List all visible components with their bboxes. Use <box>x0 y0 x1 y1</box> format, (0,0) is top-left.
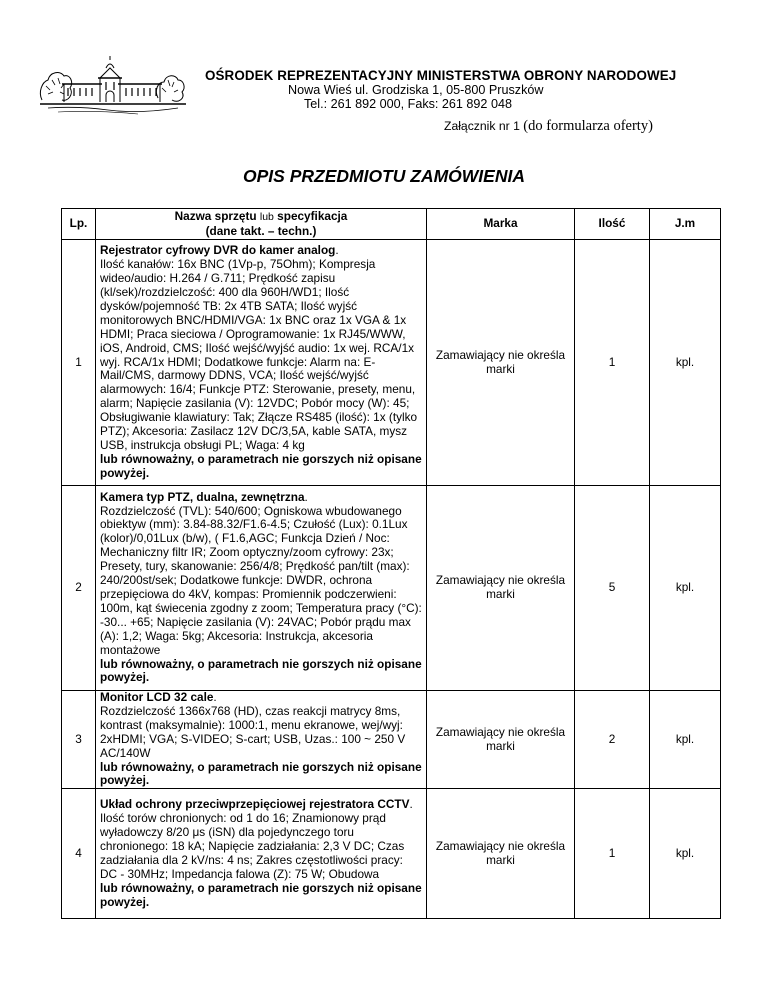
document-title: OPIS PRZEDMIOTU ZAMÓWIENIA <box>243 166 525 186</box>
row-lp: 1 <box>62 240 96 486</box>
row-quantity: 1 <box>575 789 650 919</box>
table-row <box>62 789 721 919</box>
annex-reference: (do formularza oferty) <box>523 118 653 134</box>
row-unit: kpl. <box>650 789 721 919</box>
row-unit: kpl. <box>650 691 721 789</box>
organization-address: Nowa Wieś ul. Grodziska 1, 05-800 Pruszków <box>288 83 544 97</box>
row-brand: Zamawiający nie określa marki <box>427 789 575 919</box>
row-quantity: 1 <box>575 240 650 486</box>
row-brand: Zamawiający nie określa marki <box>427 240 575 486</box>
table-row <box>62 486 721 691</box>
header-brand: Marka <box>427 209 575 240</box>
row-quantity: 5 <box>575 486 650 691</box>
header-unit: J.m <box>650 209 721 240</box>
row-unit: kpl. <box>650 486 721 691</box>
row-unit: kpl. <box>650 240 721 486</box>
row-description: Rejestrator cyfrowy DVR do kamer analog. Ilość kanałów: 16x BNC (1Vp-p, 75Ohm); Kompresja wideo/audio: H.264 / G.711; Prędkość zapisu (kl/sek)/rozdzielczość: 400 dla 960H/WD1; Ilość dysków/pojemność TB: 2x 4TB SATA; Ilość wyjść monitorowych BNC/HDMI/VGA: 1x BNC oraz 1x VGA & 1x HDMI; Praca sieciowa / Oprogramowanie: 1x RJ45/WWW, iOS, Android, CMS; Ilość wejść/wyjść audio: 1x wej. RCA/1x wyj. RCA/1x HDMI; Dodatkowe funkcje: Alarm na: E-Mail/CMS, darmowy DDNS, VCA; Ilość wejść/wyjść alarmowych: 16/4; Funkcje PTZ: Sterowanie, presety, menu, alarm; Napięcie zasilania (V): 12VDC; Pobór mocy (W): 45; Obsługiwanie klawiatury: Tak; Złącze RS485 (ilość): 1x (tylko PTZ); Akcesoria: Zasilacz 12V DC/3,5A, kable SATA, mysz USB, instrukcja obsługi PL; Waga: 4 kg lub równoważny, o parametrach nie gorszych niż opisane powyżej. <box>96 240 427 486</box>
table-row <box>62 691 721 789</box>
row-description: Kamera typ PTZ, dualna, zewnętrzna. Rozdzielczość (TVL): 540/600; Ogniskowa wbudowanego obiektyw (mm): 3.84-88.32/F1.6-4.5; Czułość (Lux): 0.1Lux (kolor)/0,01Lux (b/w), ( F1.6,AGC; Funkcja Dzień / Noc: Mechaniczny filtr IR; Zoom optyczny/zoom cyfrowy: 23x; Presety, tury, skanowanie: 256/4/8; Prędkość pan/tilt (max): 240/200st/sek; Dodatkowe funkcje: DWDR, ochrona przepięciowa do 4kV, kompas: Promiennik podczerwieni: 100m, kąt świecenia zgodny z zoom; Temperatura pracy (°C): -30... +65; Napięcie zasilania (V): 24VAC; Pobór prądu max (A): 1,2; Waga: 5kg; Akcesoria: Instrukcja, akcesoria montażowe lub równoważny, o parametrach nie gorszych niż opisane powyżej. <box>96 486 427 691</box>
row-lp: 3 <box>62 691 96 789</box>
annex-number: Załącznik nr 1 <box>444 119 520 133</box>
table-header-row <box>62 209 721 240</box>
organization-name: OŚRODEK REPREZENTACYJNY MINISTERSTWA OBRONY NARODOWEJ <box>205 68 677 83</box>
row-lp: 4 <box>62 789 96 919</box>
header-quantity: Ilość <box>575 209 650 240</box>
header-lp: Lp. <box>62 209 96 240</box>
specification-table <box>61 208 721 919</box>
table-row <box>62 240 721 486</box>
row-brand: Zamawiający nie określa marki <box>427 486 575 691</box>
annex-note <box>444 118 653 135</box>
row-lp: 2 <box>62 486 96 691</box>
building-logo <box>38 52 188 122</box>
row-description: Monitor LCD 32 cale. Rozdzielczość 1366x768 (HD), czas reakcji matrycy 8ms, kontrast (maksymalnie): 1000:1, menu ekranowe, wej/wyj: 2xHDMI; VGA; S-VIDEO; S-cart; USB, Uzas.: 100 ~ 250 V AC/140W lub równoważny, o parametrach nie gorszych niż opisane powyżej. <box>96 691 427 789</box>
row-description: Układ ochrony przeciwprzepięciowej rejestratora CCTV. Ilość torów chronionych: od 1 do 16; Znamionowy prąd wyładowczy 8/20 μs (iSN) dla pojedynczego toru chronionego: 18 kA; Napięcie zadziałania: 2,3 V DC; Czas zadziałania dla 2 kV/ns: 4 ns; Zakres częstotliwości pracy: DC - 30MHz; Impedancja falowa (Z): 75 W; Obudowa lub równoważny, o parametrach nie gorszych niż opisane powyżej. <box>96 789 427 919</box>
header-name: Nazwa sprzętu lub specyfikacja (dane takt. – techn.) <box>96 209 427 240</box>
row-quantity: 2 <box>575 691 650 789</box>
organization-phone: Tel.: 261 892 000, Faks: 261 892 048 <box>304 97 512 111</box>
row-brand: Zamawiający nie określa marki <box>427 691 575 789</box>
